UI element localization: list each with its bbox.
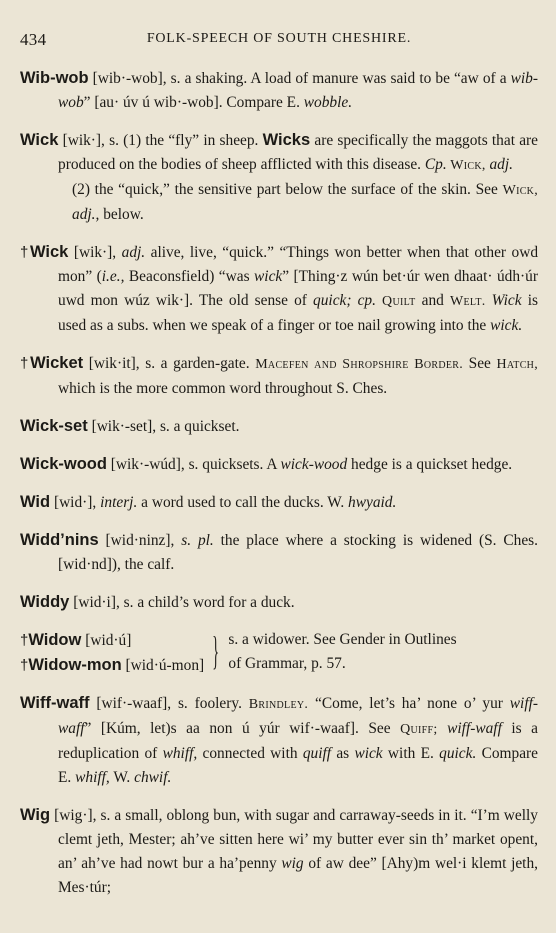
entry-text: [wid·], [50, 494, 101, 511]
entry-text: ” [Kúm, let)s aa non ú yúr wif·-waaf]. See [84, 720, 401, 737]
italic-text: wiff-waff [58, 695, 538, 737]
entry-text: alive, live, “quick.” “Things won better when that other owd mon” ( [58, 244, 539, 285]
entry-text: is a reduplication of [58, 720, 538, 762]
entry-text: is used as a subs. when we speak of a finger or toe nail growing into the [58, 292, 538, 334]
entry-wicket [20, 351, 538, 401]
italic-text: wiff-waff [447, 720, 502, 737]
headword: Wick [29, 243, 69, 261]
small-caps-text: Quiff; [400, 722, 438, 737]
entry-text: [wik·-set], s. a quickset. [87, 418, 240, 435]
headword: Wick-set [20, 417, 88, 435]
entry-text: Compare E. [58, 745, 539, 786]
entry-text: “Come, let’s ha’ none o’ yur [308, 695, 510, 712]
italic-text: adj. [489, 156, 513, 173]
entry-text: [wid·i], s. a child’s word for a duck. [69, 594, 295, 611]
entry-text: [wik·it], s. a garden-gate. [83, 355, 256, 372]
entry-text: of Grammar, p. 57. [228, 655, 346, 672]
page-number: 434 [20, 30, 47, 49]
italic-text: chwif. [134, 769, 172, 786]
entry-text: of aw dee” [Ahy)m wel·i klemt jeth, Mes·túr; [58, 855, 539, 896]
entry-text: as [331, 745, 355, 762]
small-caps-text: Wick, [446, 158, 490, 173]
italic-text: hwyaid. [348, 494, 397, 511]
italic-text: wobble. [303, 94, 353, 111]
entry-wig [20, 803, 538, 900]
entry-text: which is the more common word throughout S. Ches. [58, 380, 388, 397]
italic-text: i.e., [101, 268, 125, 285]
widow-definition [228, 628, 538, 678]
entry-text: and [415, 292, 450, 309]
italic-text: adj., [72, 206, 100, 223]
headword: Wid [20, 493, 51, 511]
entry-text: with E. [382, 745, 440, 762]
small-caps-text: Brindley. [248, 697, 309, 712]
italic-text: quick; cp. [313, 292, 376, 309]
entry-wick-set [20, 414, 538, 439]
entry-text: (2) the “quick,” the sensitive part below the surface of the skin. See [72, 181, 503, 198]
entry-text: hedge is a quickset hedge. [347, 456, 513, 473]
entry-wid [20, 490, 538, 515]
italic-text: interj. [100, 494, 138, 511]
entry-text: [wid·ninz], [98, 532, 182, 549]
italic-text: quiff [302, 745, 332, 762]
entry-wick-noun [20, 128, 538, 227]
italic-text: adj. [121, 244, 146, 261]
italic-text: quick. [439, 745, 477, 762]
entry-wiff-waff [20, 691, 538, 790]
entry-widow-pair [20, 628, 538, 678]
entry-text: a word used to call the ducks. W. [137, 494, 349, 511]
entry-text: ” [Thing·z wún bet·úr wen dhaat· údh·úr uwd mon wúz wik·]. The old sense of [58, 268, 539, 309]
small-caps-text: Hatch, [496, 357, 539, 372]
entry-wib-wob [20, 66, 538, 115]
headword: Wick-wood [20, 455, 107, 473]
pronunciation: [wid·ú-mon] [121, 657, 205, 674]
italic-text: wib-wob [58, 70, 538, 111]
entry-text: [wik·], [68, 244, 122, 261]
entry-text [438, 720, 448, 737]
italic-text: whiff, [162, 745, 198, 762]
headword: Widd’nins [20, 531, 99, 549]
headword: Wig [20, 806, 51, 824]
curly-brace: } [212, 628, 220, 673]
italic-text: wick. [490, 317, 523, 334]
entry-text: See [463, 355, 497, 372]
headword: Wick [20, 131, 59, 149]
entry-text: the place where a stocking is widened (S. Ches. [wid·nd]), the calf. [58, 532, 538, 573]
sense-2 [58, 178, 538, 227]
running-title: FOLK-SPEECH OF SOUTH CHESHIRE. [146, 31, 412, 46]
italic-text: wick [254, 268, 283, 285]
headword: Widow-mon [28, 656, 122, 674]
small-caps-text: Macefen and Shropshire Border. [255, 357, 464, 372]
entry-wick-adj [20, 240, 538, 338]
headword: Wicks [262, 131, 311, 149]
entry-text: [wik·-wúd], s. quicksets. A [106, 456, 281, 473]
entry-text: Beaconsfield) “was [124, 268, 255, 285]
headword: Wib-wob [20, 69, 89, 87]
small-caps-text: Quilt [375, 294, 416, 309]
entry-text: connected with [197, 745, 303, 762]
page-header [20, 20, 538, 49]
widow-line [20, 628, 204, 653]
small-caps-text: Welt. [449, 294, 486, 309]
italic-text: wick-wood [280, 456, 348, 473]
entry-widdnins [20, 528, 538, 577]
dagger-mark: † [20, 244, 30, 261]
italic-text: s. pl. [181, 532, 214, 549]
entry-wick-wood [20, 452, 538, 477]
italic-text: Cp. [424, 156, 447, 173]
italic-text: wig [281, 855, 304, 872]
italic-text: whiff, [75, 769, 110, 786]
dagger-mark: † [20, 657, 29, 674]
entry-text: [wif·-waaf], s. foolery. [89, 695, 249, 712]
entry-text: [wig·], s. a small, oblong bun, with sugar and carraway-seeds in it. “I’m welly clemt jeth, Mester; ah’ve sitten here wi’ my butter ever sin th’ market opent, an’ ah’ve had nowt bur a ha’penny [50, 807, 538, 872]
headword: Wiff-waff [20, 694, 90, 712]
entry-text: below. [99, 206, 144, 223]
entry-text: s. a widower. See Gender in Outlines [228, 631, 457, 648]
entry-text: ” [au· úv ú wib·-wob]. Compare E. [83, 94, 304, 111]
pronunciation: [wid·ú] [81, 632, 132, 649]
small-caps-text: Wick, [502, 183, 538, 198]
headword: Wicket [30, 354, 84, 372]
dagger-mark: † [20, 632, 29, 649]
italic-text: wick [354, 745, 383, 762]
widow-headwords [20, 628, 204, 678]
headword: Widow [28, 631, 82, 649]
headword: Widdy [20, 593, 70, 611]
entry-text: are specifically the maggots that are produced on the bodies of sheep afflicted with this disease. [58, 132, 538, 173]
entry-widdy [20, 590, 538, 615]
entry-text: [wik·], s. (1) the “fly” in sheep. [58, 132, 263, 149]
dictionary-entries [20, 66, 538, 900]
entry-text: [wib·-wob], s. a shaking. A load of manure was said to be “aw of a [88, 70, 511, 87]
widow-mon-line [20, 653, 204, 678]
italic-text: Wick [491, 292, 522, 309]
entry-text: W. [109, 769, 135, 786]
dagger-mark: † [20, 355, 31, 372]
